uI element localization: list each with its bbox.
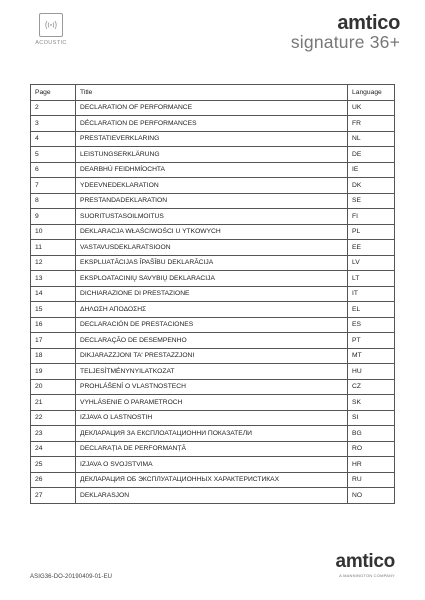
cell-title: DECLARATION OF PERFORMANCE [76,100,348,116]
cell-title: DIKJARAZZJONI TA' PRESTAZZJONI [76,348,348,364]
cell-title: EKSPLUATĀCIJAS ĪPAŠĪBU DEKLARĀCIJA [76,255,348,271]
cell-title: DECLARACIÓN DE PRESTACIONES [76,317,348,333]
cell-title: IZJAVA O LASTNOSTIH [76,410,348,426]
declarations-table [30,84,395,504]
cell-language: SK [348,395,395,411]
cell-page: 13 [31,271,76,287]
column-header-language: Language [348,85,395,101]
cell-page: 11 [31,240,76,256]
acoustic-sound-icon [39,13,63,37]
table-row [31,178,395,194]
cell-title: LEISTUNGSERKLÄRUNG [76,147,348,163]
table-row [31,472,395,488]
table-row [31,240,395,256]
cell-page: 22 [31,410,76,426]
cell-title: ΔΗΛΩΣΗ ΑΠΟΔΟΣΗΣ [76,302,348,318]
cell-page: 10 [31,224,76,240]
cell-page: 8 [31,193,76,209]
brand-name: amtico [337,12,400,34]
table-row [31,488,395,504]
cell-page: 27 [31,488,76,504]
cell-title: VYHLÁSENIE O PARAMETROCH [76,395,348,411]
table-row [31,333,395,349]
cell-title: ДЕКЛАРАЦИЯ ЗА ЕКСПЛОАТАЦИОННИ ПОКАЗАТЕЛИ [76,426,348,442]
document-reference: ASIG36-DO-20190409-01-EU [30,574,113,580]
table-body [31,100,395,503]
cell-page: 3 [31,116,76,132]
table-row [31,379,395,395]
brand-logo [291,13,400,52]
cell-title: DEKLARACJA WŁAŚCIWOŚCI U YTKOWYCH [76,224,348,240]
cell-page: 21 [31,395,76,411]
cell-language: ES [348,317,395,333]
cell-language: SE [348,193,395,209]
table-row [31,209,395,225]
cell-page: 5 [31,147,76,163]
cell-language: EL [348,302,395,318]
product-name: signature 36+ [290,32,400,52]
cell-title: PRESTANDADEKLARATION [76,193,348,209]
table-row [31,348,395,364]
table-row [31,147,395,163]
cell-page: 9 [31,209,76,225]
footer-brand-name: amtico [335,551,395,572]
cell-title: ДЕКЛАРАЦИЯ ОБ ЭКСПЛУАТАЦИОННЫХ ХАРАКТЕРИСТИКАХ [76,472,348,488]
acoustic-label: ACOUSTIC [35,40,67,46]
cell-page: 20 [31,379,76,395]
cell-language: PT [348,333,395,349]
acoustic-badge [29,13,73,46]
table-row [31,224,395,240]
cell-language: RO [348,441,395,457]
cell-title: DECLARAȚIA DE PERFORMANȚĂ [76,441,348,457]
table-row [31,271,395,287]
cell-page: 18 [31,348,76,364]
table-row [31,317,395,333]
cell-page: 2 [31,100,76,116]
column-header-title: Title [76,85,348,101]
cell-language: FR [348,116,395,132]
cell-page: 17 [31,333,76,349]
cell-language: LV [348,255,395,271]
table-row [31,131,395,147]
cell-page: 16 [31,317,76,333]
cell-language: PL [348,224,395,240]
cell-page: 14 [31,286,76,302]
cell-page: 7 [31,178,76,194]
table-row [31,116,395,132]
table-row [31,410,395,426]
cell-language: MT [348,348,395,364]
cell-language: HU [348,364,395,380]
cell-title: YDEEVNEDEKLARATION [76,178,348,194]
cell-title: DECLARAÇÃO DE DESEMPENHO [76,333,348,349]
table-header-row [31,85,395,101]
cell-title: DEKLARASJON [76,488,348,504]
table-row [31,193,395,209]
cell-title: PRESTATIEVERKLARING [76,131,348,147]
cell-language: UK [348,100,395,116]
table-row [31,364,395,380]
cell-page: 23 [31,426,76,442]
table-row [31,255,395,271]
cell-title: PROHLÁŠENÍ O VLASTNOSTECH [76,379,348,395]
footer-tagline: A MANNINGTON COMPANY [339,573,395,578]
table-row [31,441,395,457]
cell-language: BG [348,426,395,442]
table-row [31,457,395,473]
cell-page: 19 [31,364,76,380]
footer-logo [336,552,395,578]
cell-page: 12 [31,255,76,271]
cell-title: DICHIARAZIONE DI PRESTAZIONE [76,286,348,302]
cell-language: DE [348,147,395,163]
cell-title: DÉCLARATION DE PERFORMANCES [76,116,348,132]
cell-language: IE [348,162,395,178]
cell-language: DK [348,178,395,194]
column-header-page: Page [31,85,76,101]
table-row [31,100,395,116]
table-row [31,162,395,178]
table-row [31,395,395,411]
cell-language: RU [348,472,395,488]
cell-language: LT [348,271,395,287]
cell-title: VASTAVUSDEKLARATSIOON [76,240,348,256]
cell-title: TELJESÍTMÉNYNYILATKOZAT [76,364,348,380]
cell-page: 24 [31,441,76,457]
cell-language: FI [348,209,395,225]
cell-language: HR [348,457,395,473]
cell-language: EE [348,240,395,256]
cell-title: SUORITUSTASOILMOITUS [76,209,348,225]
table-row [31,302,395,318]
cell-title: EKSPLOATACINIŲ SAVYBIŲ DEKLARACIJA [76,271,348,287]
cell-language: NL [348,131,395,147]
cell-page: 26 [31,472,76,488]
cell-language: CZ [348,379,395,395]
cell-language: NO [348,488,395,504]
cell-title: DEARBHÚ FEIDHMÍOCHTA [76,162,348,178]
cell-language: SI [348,410,395,426]
cell-language: IT [348,286,395,302]
cell-title: IZJAVA O SVOJSTVIMA [76,457,348,473]
cell-page: 6 [31,162,76,178]
cell-page: 25 [31,457,76,473]
table-row [31,286,395,302]
cell-page: 4 [31,131,76,147]
table-row [31,426,395,442]
cell-page: 15 [31,302,76,318]
